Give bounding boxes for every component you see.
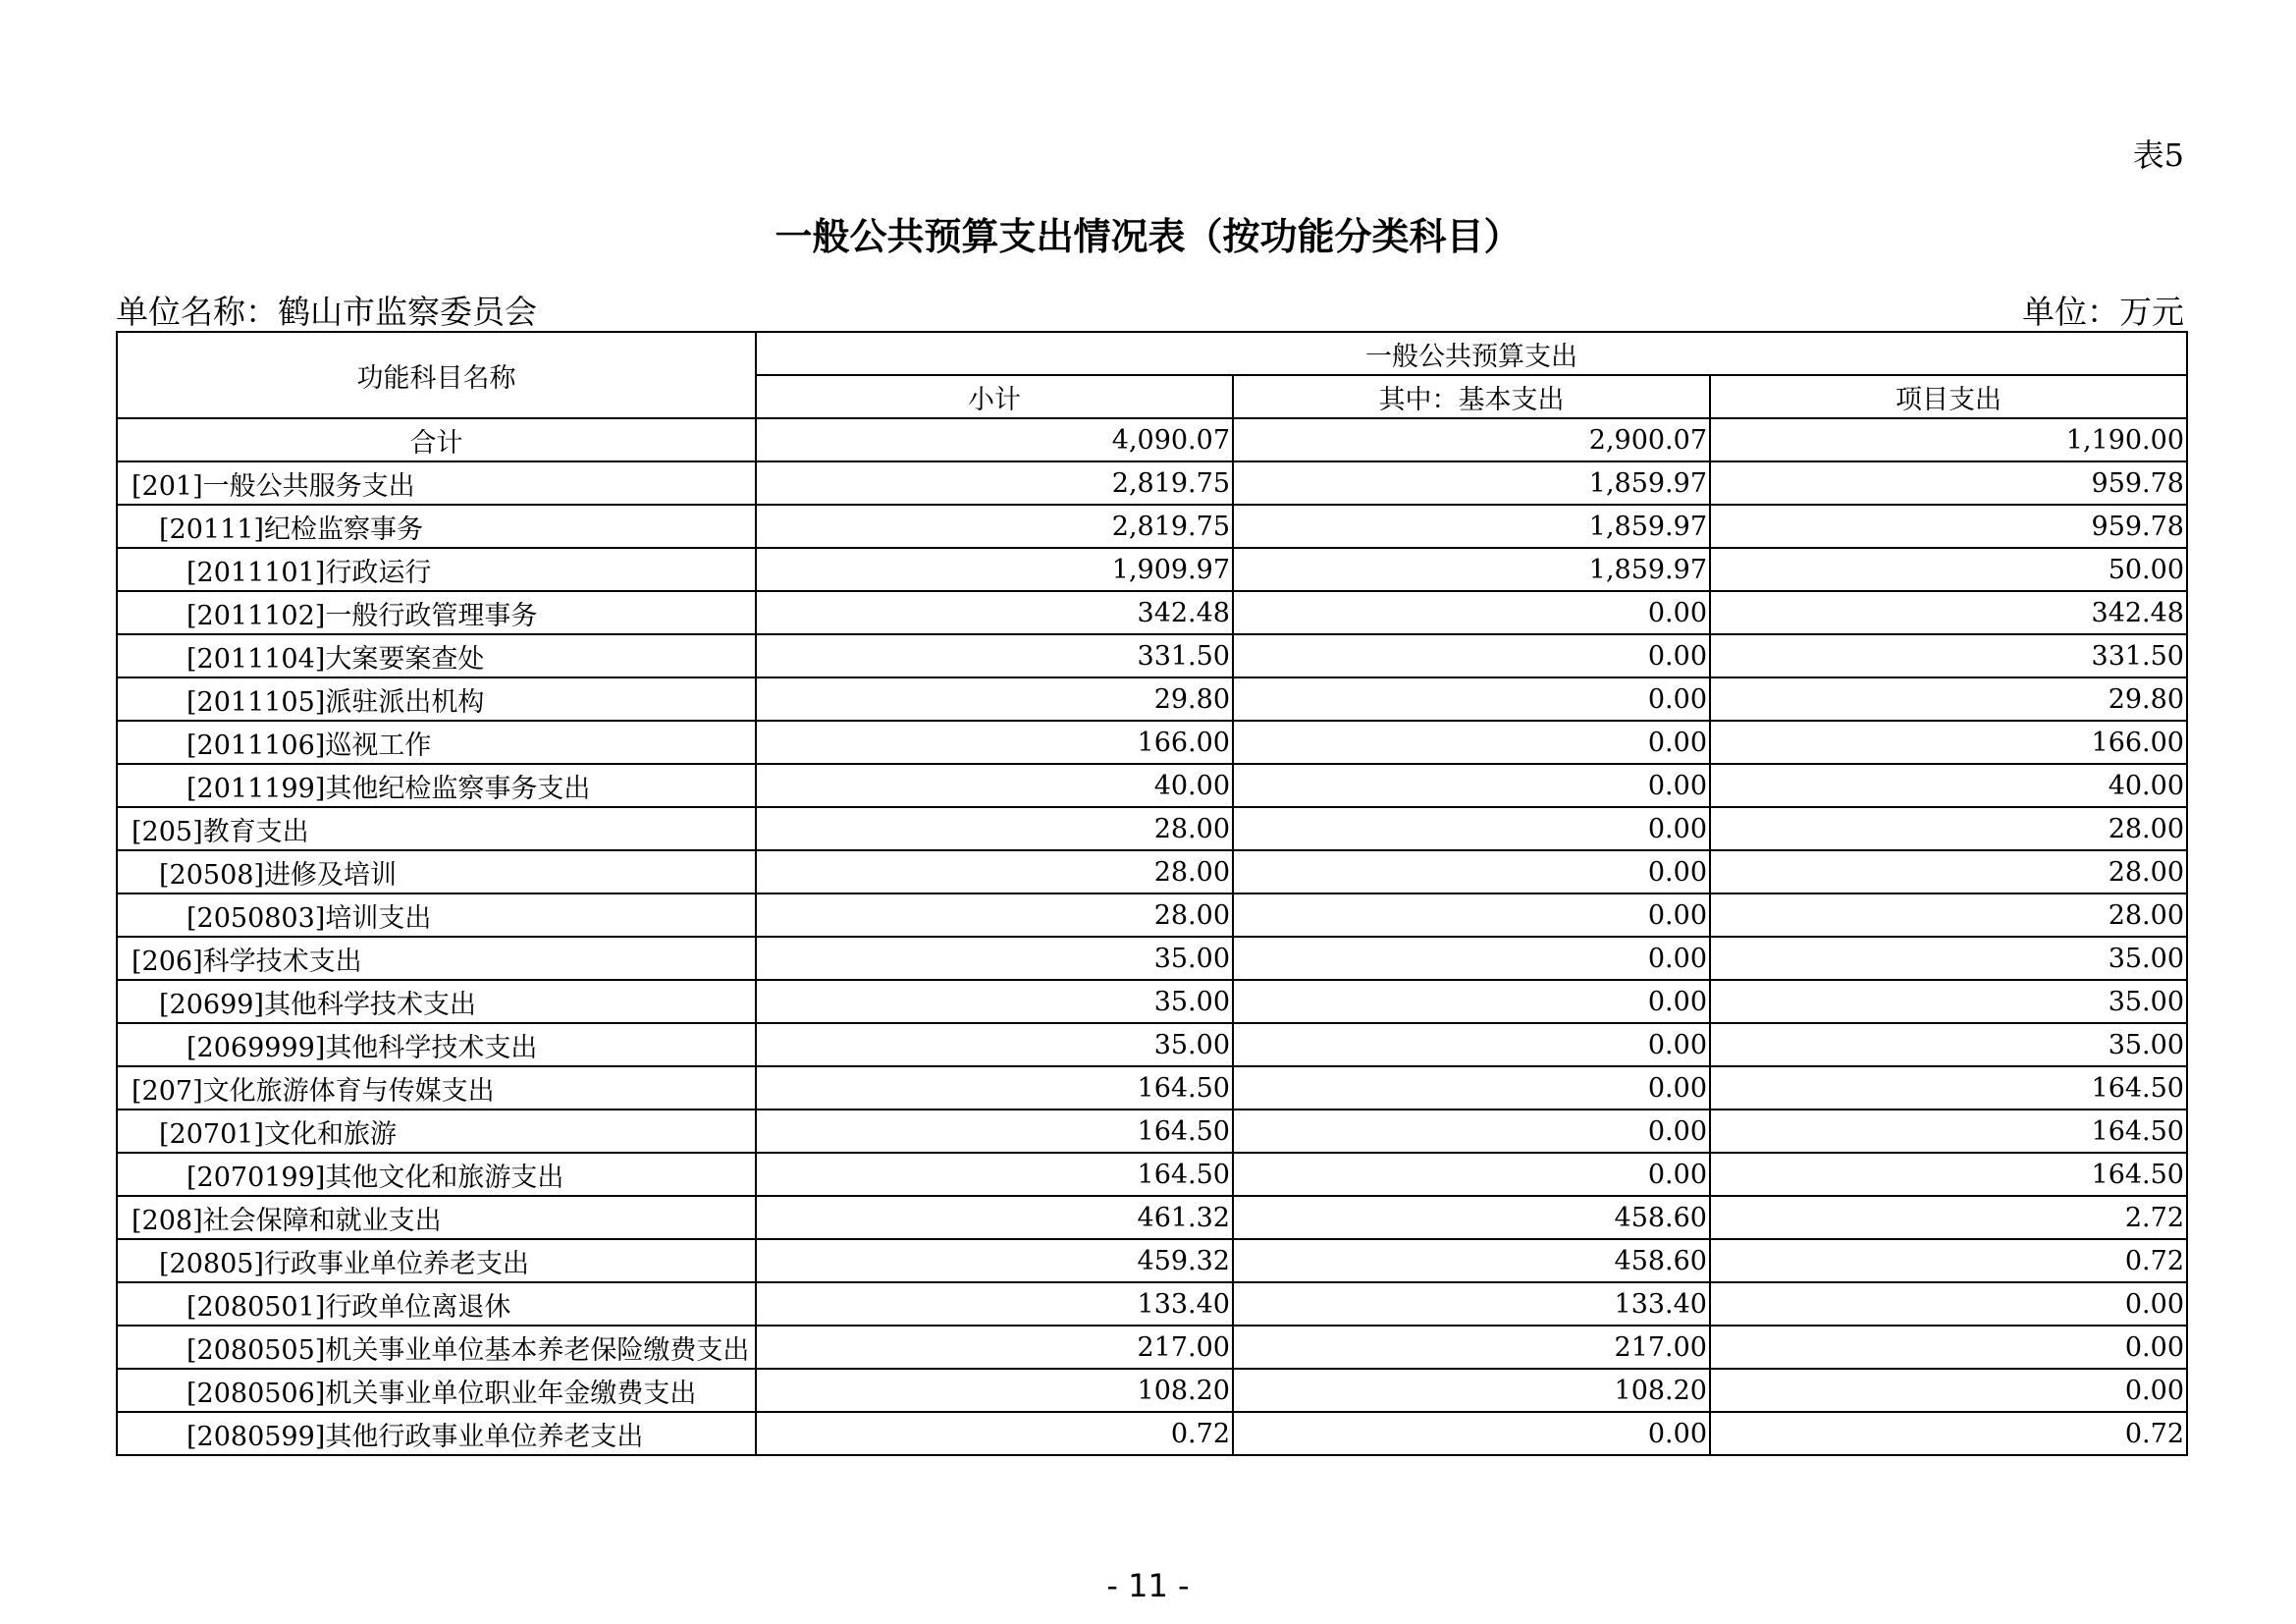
cell-basic: 0.00 xyxy=(1233,764,1710,807)
cell-project: 28.00 xyxy=(1710,893,2187,937)
cell-basic: 0.00 xyxy=(1233,1023,1710,1066)
table-row xyxy=(117,1369,2187,1412)
total-row xyxy=(117,418,2187,461)
cell-function-name: [206]科学技术支出 xyxy=(117,937,756,980)
page-title: 一般公共预算支出情况表（按功能分类科目） xyxy=(774,214,1522,258)
currency-unit-label: 单位：万元 xyxy=(2022,293,2184,331)
cell-subtotal: 108.20 xyxy=(756,1369,1233,1412)
table-row xyxy=(117,850,2187,893)
cell-function-name: [2011106]巡视工作 xyxy=(117,721,756,764)
table-row xyxy=(117,1023,2187,1066)
cell-function-name: 合计 xyxy=(117,418,756,461)
cell-function-name: [2011104]大案要案查处 xyxy=(117,634,756,677)
table-row xyxy=(117,548,2187,591)
table-row xyxy=(117,937,2187,980)
table-row xyxy=(117,1110,2187,1153)
cell-subtotal: 28.00 xyxy=(756,893,1233,937)
cell-subtotal: 35.00 xyxy=(756,1023,1233,1066)
cell-project: 959.78 xyxy=(1710,461,2187,505)
cell-function-name: [20111]纪检监察事务 xyxy=(117,505,756,548)
cell-basic: 217.00 xyxy=(1233,1326,1710,1369)
cell-function-name: [2050803]培训支出 xyxy=(117,893,756,937)
table-row xyxy=(117,1066,2187,1110)
cell-function-name: [2080599]其他行政事业单位养老支出 xyxy=(117,1412,756,1455)
column-header-project: 项目支出 xyxy=(1710,375,2187,418)
table-row xyxy=(117,764,2187,807)
cell-basic: 0.00 xyxy=(1233,1412,1710,1455)
cell-function-name: [207]文化旅游体育与传媒支出 xyxy=(117,1066,756,1110)
cell-function-name: [20699]其他科学技术支出 xyxy=(117,980,756,1023)
table-row xyxy=(117,591,2187,634)
cell-basic: 1,859.97 xyxy=(1233,461,1710,505)
cell-basic: 0.00 xyxy=(1233,591,1710,634)
cell-subtotal: 459.32 xyxy=(756,1239,1233,1282)
cell-basic: 133.40 xyxy=(1233,1282,1710,1326)
cell-subtotal: 0.72 xyxy=(756,1412,1233,1455)
cell-project: 0.72 xyxy=(1710,1412,2187,1455)
cell-project: 2.72 xyxy=(1710,1196,2187,1239)
cell-basic: 0.00 xyxy=(1233,634,1710,677)
column-group-header: 一般公共预算支出 xyxy=(756,332,2187,375)
cell-project: 40.00 xyxy=(1710,764,2187,807)
cell-subtotal: 331.50 xyxy=(756,634,1233,677)
cell-basic: 0.00 xyxy=(1233,1066,1710,1110)
cell-project: 50.00 xyxy=(1710,548,2187,591)
cell-subtotal: 1,909.97 xyxy=(756,548,1233,591)
cell-function-name: [20805]行政事业单位养老支出 xyxy=(117,1239,756,1282)
cell-project: 35.00 xyxy=(1710,937,2187,980)
table-row xyxy=(117,505,2187,548)
cell-basic: 0.00 xyxy=(1233,677,1710,721)
cell-subtotal: 35.00 xyxy=(756,937,1233,980)
cell-project: 164.50 xyxy=(1710,1066,2187,1110)
header-row-1 xyxy=(117,332,2187,375)
cell-basic: 0.00 xyxy=(1233,893,1710,937)
cell-function-name: [2080505]机关事业单位基本养老保险缴费支出 xyxy=(117,1326,756,1369)
cell-function-name: [2011199]其他纪检监察事务支出 xyxy=(117,764,756,807)
expenditure-table xyxy=(116,331,2188,1456)
table-row xyxy=(117,980,2187,1023)
table-row xyxy=(117,1196,2187,1239)
cell-basic: 108.20 xyxy=(1233,1369,1710,1412)
cell-basic: 0.00 xyxy=(1233,1110,1710,1153)
cell-basic: 0.00 xyxy=(1233,807,1710,850)
cell-project: 0.00 xyxy=(1710,1326,2187,1369)
cell-subtotal: 461.32 xyxy=(756,1196,1233,1239)
cell-subtotal: 164.50 xyxy=(756,1110,1233,1153)
table-row xyxy=(117,721,2187,764)
cell-subtotal: 4,090.07 xyxy=(756,418,1233,461)
table-row xyxy=(117,677,2187,721)
cell-project: 164.50 xyxy=(1710,1110,2187,1153)
cell-function-name: [2011102]一般行政管理事务 xyxy=(117,591,756,634)
cell-subtotal: 2,819.75 xyxy=(756,461,1233,505)
column-header-subtotal: 小计 xyxy=(756,375,1233,418)
cell-project: 35.00 xyxy=(1710,980,2187,1023)
cell-basic: 0.00 xyxy=(1233,721,1710,764)
cell-function-name: [2069999]其他科学技术支出 xyxy=(117,1023,756,1066)
cell-function-name: [201]一般公共服务支出 xyxy=(117,461,756,505)
cell-subtotal: 40.00 xyxy=(756,764,1233,807)
cell-basic: 458.60 xyxy=(1233,1239,1710,1282)
cell-basic: 458.60 xyxy=(1233,1196,1710,1239)
table-number: 表5 xyxy=(2132,136,2184,174)
cell-project: 0.00 xyxy=(1710,1369,2187,1412)
cell-project: 331.50 xyxy=(1710,634,2187,677)
cell-function-name: [2080506]机关事业单位职业年金缴费支出 xyxy=(117,1369,756,1412)
column-header-name: 功能科目名称 xyxy=(117,332,756,418)
table-row xyxy=(117,893,2187,937)
table-row xyxy=(117,1412,2187,1455)
cell-project: 342.48 xyxy=(1710,591,2187,634)
table-body xyxy=(117,418,2187,1455)
cell-subtotal: 342.48 xyxy=(756,591,1233,634)
unit-name-label: 单位名称：鹤山市监察委员会 xyxy=(116,293,537,331)
cell-project: 1,190.00 xyxy=(1710,418,2187,461)
cell-project: 28.00 xyxy=(1710,807,2187,850)
cell-project: 164.50 xyxy=(1710,1153,2187,1196)
page-number: - 11 - xyxy=(1106,1567,1190,1604)
table-row xyxy=(117,1239,2187,1282)
cell-function-name: [2011101]行政运行 xyxy=(117,548,756,591)
column-header-basic: 其中：基本支出 xyxy=(1233,375,1710,418)
cell-project: 959.78 xyxy=(1710,505,2187,548)
cell-basic: 1,859.97 xyxy=(1233,548,1710,591)
cell-basic: 0.00 xyxy=(1233,937,1710,980)
cell-function-name: [205]教育支出 xyxy=(117,807,756,850)
cell-project: 35.00 xyxy=(1710,1023,2187,1066)
cell-subtotal: 164.50 xyxy=(756,1066,1233,1110)
cell-subtotal: 133.40 xyxy=(756,1282,1233,1326)
cell-function-name: [208]社会保障和就业支出 xyxy=(117,1196,756,1239)
cell-basic: 0.00 xyxy=(1233,850,1710,893)
cell-subtotal: 217.00 xyxy=(756,1326,1233,1369)
cell-project: 28.00 xyxy=(1710,850,2187,893)
table-row xyxy=(117,807,2187,850)
cell-basic: 0.00 xyxy=(1233,1153,1710,1196)
cell-subtotal: 29.80 xyxy=(756,677,1233,721)
cell-subtotal: 166.00 xyxy=(756,721,1233,764)
cell-project: 166.00 xyxy=(1710,721,2187,764)
cell-function-name: [20508]进修及培训 xyxy=(117,850,756,893)
cell-function-name: [2080501]行政单位离退休 xyxy=(117,1282,756,1326)
cell-function-name: [20701]文化和旅游 xyxy=(117,1110,756,1153)
cell-subtotal: 28.00 xyxy=(756,807,1233,850)
cell-subtotal: 164.50 xyxy=(756,1153,1233,1196)
cell-function-name: [2011105]派驻派出机构 xyxy=(117,677,756,721)
cell-basic: 1,859.97 xyxy=(1233,505,1710,548)
table-row xyxy=(117,634,2187,677)
cell-subtotal: 28.00 xyxy=(756,850,1233,893)
cell-basic: 0.00 xyxy=(1233,980,1710,1023)
cell-basic: 2,900.07 xyxy=(1233,418,1710,461)
cell-subtotal: 35.00 xyxy=(756,980,1233,1023)
table-row xyxy=(117,1153,2187,1196)
table-row xyxy=(117,1282,2187,1326)
cell-project: 29.80 xyxy=(1710,677,2187,721)
cell-subtotal: 2,819.75 xyxy=(756,505,1233,548)
cell-project: 0.72 xyxy=(1710,1239,2187,1282)
cell-project: 0.00 xyxy=(1710,1282,2187,1326)
table-row xyxy=(117,461,2187,505)
cell-function-name: [2070199]其他文化和旅游支出 xyxy=(117,1153,756,1196)
table-row xyxy=(117,1326,2187,1369)
